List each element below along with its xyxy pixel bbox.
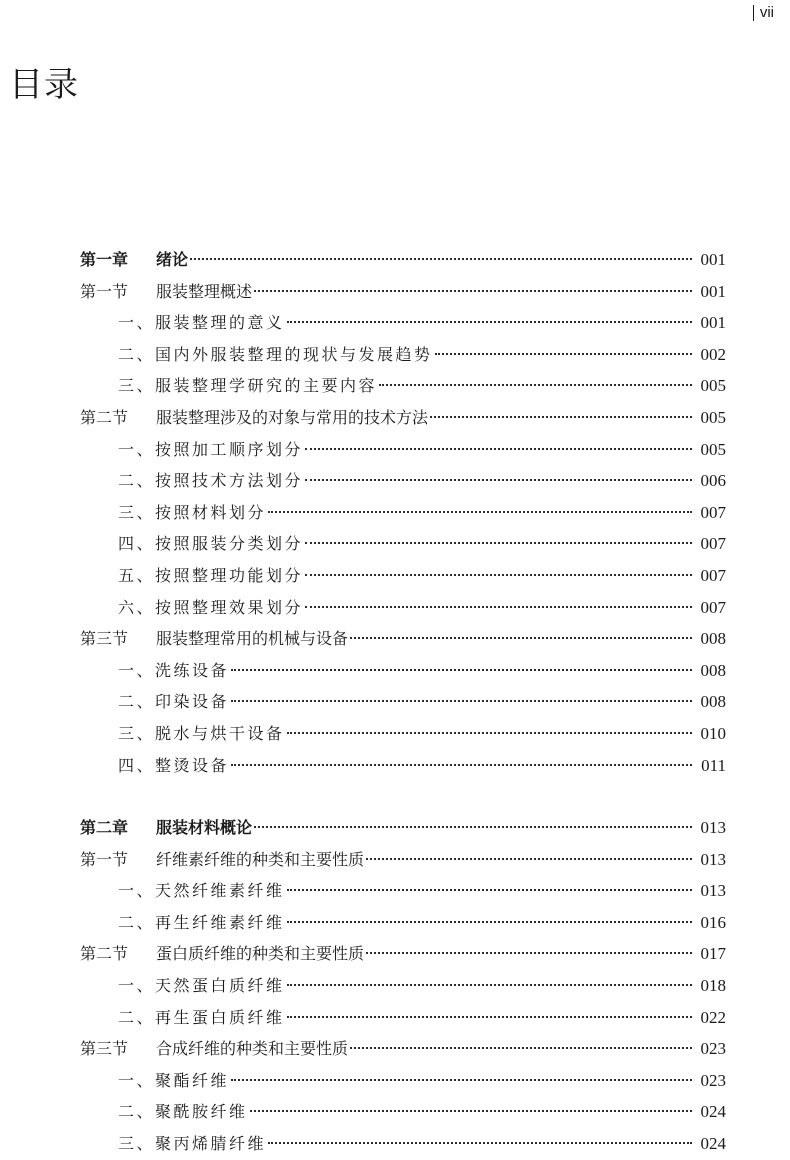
dot-leader (366, 858, 692, 860)
dot-leader (268, 1142, 692, 1144)
toc-entry-section[interactable] (80, 402, 726, 434)
section-number: 第三节 (80, 629, 129, 649)
toc-page-number: 001 (700, 250, 726, 269)
table-of-contents (80, 244, 726, 1160)
chapter-block-2 (80, 812, 726, 1160)
dot-leader (430, 416, 692, 418)
toc-entry-label (80, 812, 252, 844)
toc-page-number: 005 (700, 439, 726, 459)
toc-page-number: 013 (700, 881, 726, 901)
subsection-title: 三、聚丙烯腈纤维 (118, 1134, 267, 1154)
subsection-title: 六、按照整理效果划分 (118, 597, 304, 617)
dot-leader (350, 1047, 692, 1049)
dot-leader (305, 606, 692, 608)
toc-entry-subsection[interactable] (80, 528, 726, 560)
toc-entry-subsection[interactable] (80, 1128, 726, 1160)
toc-page-number: 023 (700, 1039, 726, 1059)
subsection-title: 三、服装整理学研究的主要内容 (118, 376, 378, 396)
dot-leader (305, 448, 692, 450)
toc-entry-subsection[interactable] (80, 718, 726, 750)
toc-page-number: 008 (700, 692, 726, 712)
section-title: 蛋白质纤维的种类和主要性质 (156, 944, 365, 964)
toc-entry-subsection[interactable] (80, 370, 726, 402)
dot-leader (287, 921, 692, 923)
toc-entry-label (80, 623, 348, 655)
dot-leader (231, 764, 692, 766)
chapter-number: 第二章 (80, 818, 129, 838)
chapter-title: 绪论 (156, 250, 189, 269)
toc-entry-subsection[interactable] (80, 1096, 726, 1128)
dot-leader (305, 542, 692, 544)
subsection-title: 五、按照整理功能划分 (118, 565, 304, 585)
toc-page-number: 005 (700, 376, 726, 396)
toc-entry-subsection[interactable] (80, 497, 726, 529)
subsection-title: 一、聚酯纤维 (118, 1070, 230, 1090)
toc-entry-subsection[interactable] (80, 686, 726, 718)
page-number-text: vii (759, 4, 774, 21)
toc-entry-subsection[interactable] (80, 970, 726, 1002)
subsection-title: 四、整烫设备 (118, 755, 230, 775)
toc-entry-section[interactable] (80, 1033, 726, 1065)
section-number: 第二节 (80, 944, 129, 964)
toc-page-number: 001 (700, 313, 726, 333)
subsection-title: 一、按照加工顺序划分 (118, 439, 304, 459)
toc-entry-subsection[interactable] (80, 907, 726, 939)
toc-entry-section[interactable] (80, 844, 726, 876)
toc-entry-subsection[interactable] (80, 655, 726, 687)
toc-page-number: 007 (700, 502, 726, 522)
toc-entry-label (80, 1033, 348, 1065)
toc-entry-chapter[interactable] (80, 244, 726, 276)
toc-entry-subsection[interactable] (80, 560, 726, 592)
toc-entry-label (80, 276, 252, 308)
toc-title: 目录 (9, 65, 79, 105)
section-title: 纤维素纤维的种类和主要性质 (156, 849, 365, 869)
toc-page-number: 016 (700, 912, 726, 932)
section-number: 第一节 (80, 281, 129, 301)
toc-entry-subsection[interactable] (80, 1065, 726, 1097)
subsection-title: 二、按照技术方法划分 (118, 471, 304, 491)
toc-page-number: 007 (700, 597, 726, 617)
toc-entry-subsection[interactable] (80, 750, 726, 782)
toc-entry-section[interactable] (80, 623, 726, 655)
toc-entry-label (80, 244, 188, 276)
toc-entry-subsection[interactable] (80, 339, 726, 371)
dot-leader (350, 637, 692, 639)
toc-page-number: 007 (700, 534, 726, 554)
dot-leader (287, 889, 692, 891)
dot-leader (287, 732, 692, 734)
subsection-title: 四、按照服装分类划分 (118, 534, 304, 554)
toc-entry-subsection[interactable] (80, 1002, 726, 1034)
section-number: 第三节 (80, 1039, 129, 1059)
page-number (753, 4, 774, 21)
chapter-number: 第一章 (80, 250, 129, 269)
toc-entry-chapter[interactable] (80, 812, 726, 844)
dot-leader (231, 1079, 692, 1081)
toc-page-number: 008 (700, 660, 726, 680)
dot-leader (190, 258, 692, 260)
toc-page-number: 024 (700, 1134, 726, 1154)
dot-leader (231, 669, 692, 671)
toc-page-number: 005 (700, 407, 726, 427)
subsection-title: 一、天然纤维素纤维 (118, 881, 285, 901)
toc-entry-label (80, 402, 428, 434)
dot-leader (305, 479, 692, 481)
toc-page-number: 013 (700, 849, 726, 869)
subsection-title: 二、再生纤维素纤维 (118, 912, 285, 932)
section-title: 合成纤维的种类和主要性质 (156, 1039, 349, 1059)
subsection-title: 一、服装整理的意义 (118, 313, 285, 333)
section-number: 第二节 (80, 407, 129, 427)
toc-page-number: 008 (700, 629, 726, 649)
dot-leader (250, 1110, 692, 1112)
subsection-title: 一、天然蛋白质纤维 (118, 976, 285, 996)
section-title: 服装整理涉及的对象与常用的技术方法 (156, 407, 429, 427)
dot-leader (231, 700, 692, 702)
subsection-title: 三、脱水与烘干设备 (118, 723, 285, 743)
dot-leader (305, 574, 692, 576)
toc-entry-subsection[interactable] (80, 875, 726, 907)
dot-leader (287, 321, 692, 323)
dot-leader (287, 1016, 692, 1018)
toc-page-number: 018 (700, 976, 726, 996)
toc-page-number: 013 (700, 818, 726, 838)
dot-leader (435, 353, 692, 355)
toc-page-number: 023 (700, 1070, 726, 1090)
dot-leader (366, 952, 692, 954)
toc-entry-section[interactable] (80, 276, 726, 308)
toc-page-number: 006 (700, 471, 726, 491)
chapter-title: 服装材料概论 (156, 818, 253, 838)
toc-entry-subsection[interactable] (80, 307, 726, 339)
toc-page-number: 002 (700, 344, 726, 364)
section-title: 服装整理概述 (156, 281, 253, 301)
subsection-title: 二、再生蛋白质纤维 (118, 1007, 285, 1027)
toc-page-number: 010 (700, 723, 726, 743)
toc-entry-label (80, 938, 364, 970)
subsection-title: 一、洗练设备 (118, 660, 230, 680)
subsection-title: 二、印染设备 (118, 692, 230, 712)
dot-leader (268, 511, 692, 513)
toc-page-number: 022 (700, 1007, 726, 1027)
page-number-divider (753, 5, 754, 21)
dot-leader (379, 384, 692, 386)
dot-leader (254, 290, 692, 292)
toc-entry-section[interactable] (80, 938, 726, 970)
toc-page-number: 007 (700, 565, 726, 585)
section-number: 第一节 (80, 849, 129, 869)
chapter-block-1 (80, 244, 726, 781)
toc-entry-subsection[interactable] (80, 434, 726, 466)
dot-leader (287, 984, 692, 986)
section-title: 服装整理常用的机械与设备 (156, 629, 349, 649)
dot-leader (254, 826, 692, 828)
toc-entry-label (80, 844, 364, 876)
subsection-title: 二、聚酰胺纤维 (118, 1102, 248, 1122)
toc-entry-subsection[interactable] (80, 592, 726, 624)
toc-page-number: 024 (700, 1102, 726, 1122)
toc-page-number: 017 (700, 944, 726, 964)
subsection-title: 三、按照材料划分 (118, 502, 267, 522)
toc-page-number: 001 (700, 281, 726, 301)
toc-page-number: 011 (701, 755, 726, 775)
subsection-title: 二、国内外服装整理的现状与发展趋势 (118, 344, 433, 364)
toc-entry-subsection[interactable] (80, 465, 726, 497)
